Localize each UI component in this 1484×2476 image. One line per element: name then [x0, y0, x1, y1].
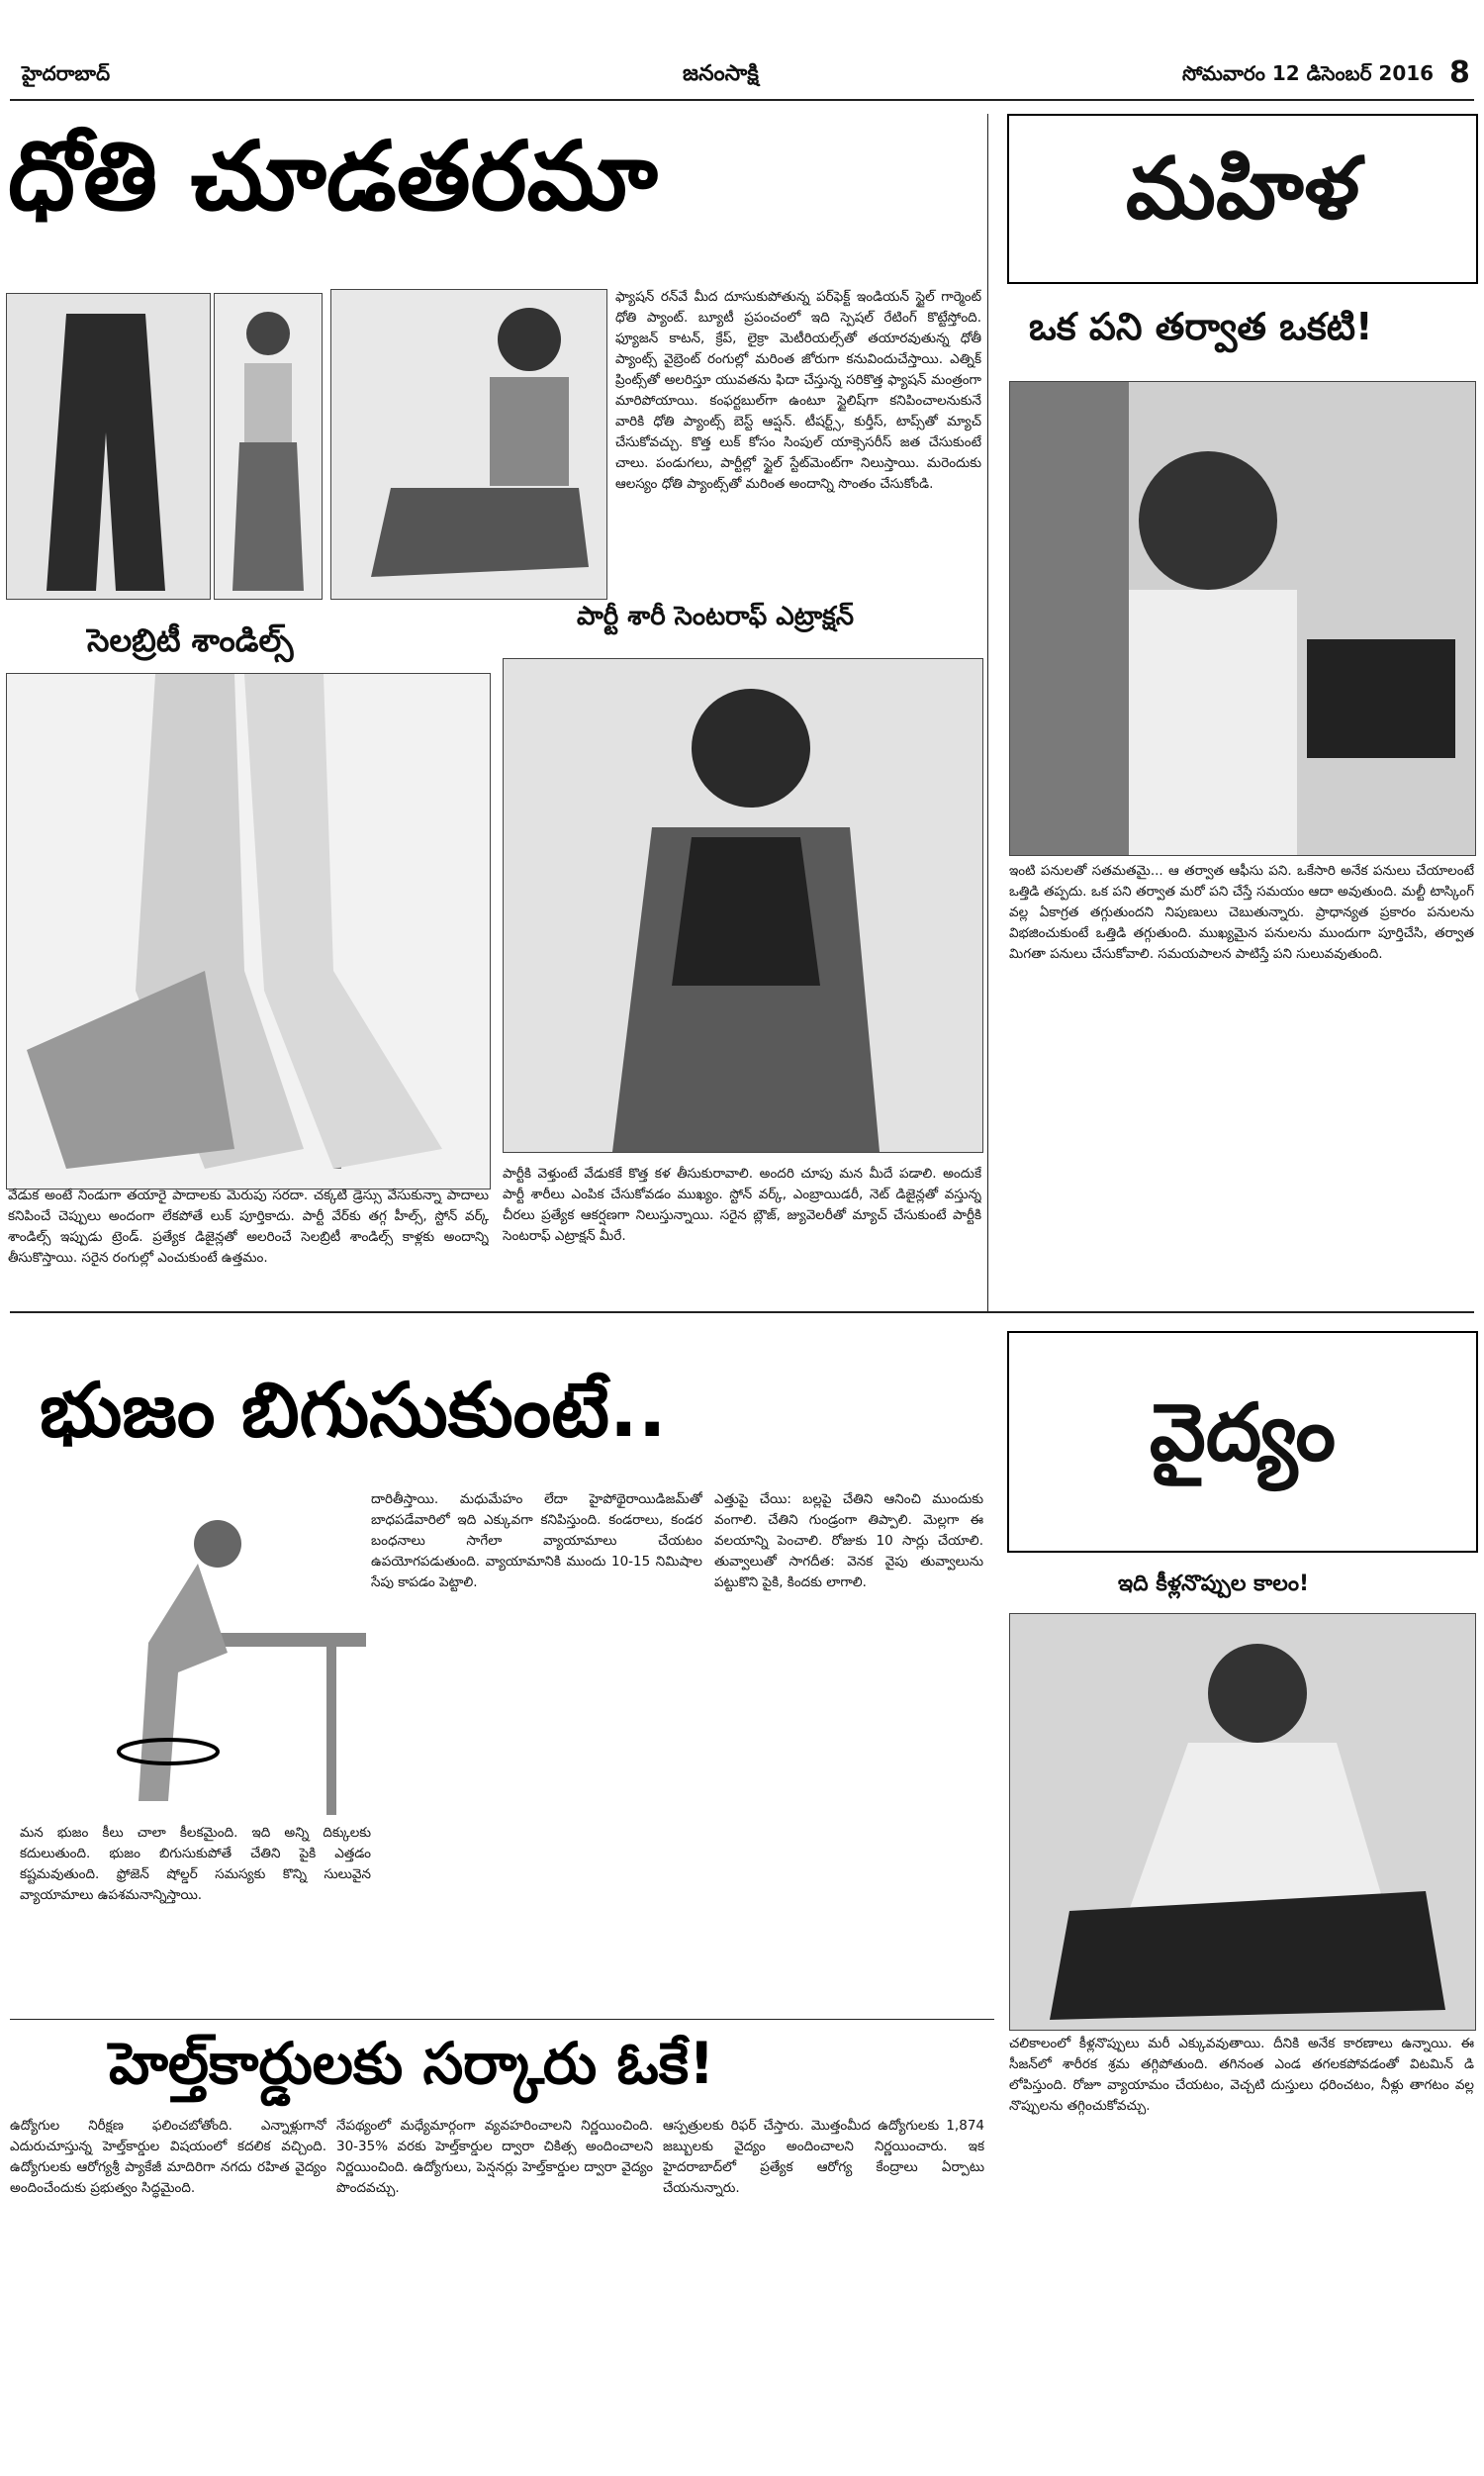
vaidyam-logo: వైద్యం: [1149, 1385, 1337, 1478]
body-healthcards-1: ఉద్యోగుల నిరీక్షణ ఫలించబోతోంది. ఎన్నాళ్లుగానో ఎదురుచూస్తున్న హెల్త్‌కార్డుల విషయంలో కదలిక వచ్చింది. ఉద్యోగులకు ఆరోగ్యశ్రీ ప్యాకేజీ మాదిరిగా నగదు రహిత వైద్యం అందించేందుకు ప్రభుత్వం సిద్ధమైంది.: [10, 2118, 326, 2196]
masthead-date: సోమవారం 12 డిసెంబర్ 2016: [1182, 61, 1435, 85]
body-shoulder-3: ఎత్తుపై చేయి: బల్లపై చేతిని ఆనించి ముందుకు వంగాలి. చేతిని గుండ్రంగా తిప్పాలి. మెల్లగా ఈ వలయాన్ని పెంచాలి. రోజుకు 10 సార్లు చేయాలి. తువ్వాలుతో సాగదీత: వెనక వైపు తువ్వాలును పట్టుకొని పైకి, కిందకు లాగాలి.: [714, 1491, 983, 1590]
vaidyam-logo-box: [1007, 1331, 1478, 1553]
vaidyam-sub: ఇది కీళ్లనొప్పుల కాలం!: [1118, 1571, 1310, 1596]
photo-dhoti-1: [6, 293, 211, 600]
masthead-rule: [10, 99, 1474, 101]
body-vaidyam: చలికాలంలో కీళ్లనొప్పులు మరీ ఎక్కువవుతాయి. దీనికి అనేక కారణాలు ఉన్నాయి. ఈ సీజన్‌లో శారీరక శ్రమ తగ్గిపోతుంది. తగినంత ఎండ తగలకపోవడంతో విటమిన్ డి లోపిస్తుంది. రోజూ వ్యాయామం చేయటం, వెచ్చటి దుస్తులు ధరించటం, నీళ్లు తాగటం వల్ల నొప్పులను తగ్గించుకోవచ్చు.: [1009, 2036, 1474, 2114]
column-rule-right: [987, 114, 988, 1311]
section-rule: [10, 1311, 1474, 1313]
body-healthcards-2: నేపథ్యంలో మధ్యేమార్గంగా వ్యవహరించాలని నిర్ణయించింది. 30-35% వరకు హెల్త్‌కార్డుల ద్వారా చికిత్స అందించాలని నిర్ణయించింది. ఉద్యోగులు, పెన్షనర్లు హెల్త్‌కార్డుల ద్వారా వైద్యం పొందవచ్చు.: [336, 2118, 653, 2196]
mahila-headline: ఒక పని తర్వాత ఒకటి!: [1029, 305, 1373, 348]
body-shoulder-2: దారితీస్తాయి. మధుమేహం లేదా హైపోథైరాయిడిజమ్‌తో బాధపడేవారిలో ఇది ఎక్కువగా కనిపిస్తుంది. కండరాలు, కండర బంధనాలు సాగేలా వ్యాయామాలు చేయటం ఉపయోగపడుతుంది. వ్యాయామానికి ముందు 10-15 నిమిషాల సేపు కాపడం పెట్టాలి.: [371, 1491, 702, 1590]
body-sandals: వేడుక అంటే నిండుగా తయారై పాదాలకు మెరుపు సరదా. చక్కటి డ్రెస్సు వేసుకున్నా పాదాలు కనిపించే చెప్పులు అందంగా లేకపోతే లుక్ పూర్తికాదు. పార్టీ వేర్‌కు తగ్గ హీల్స్, స్టోన్ వర్క్ శాండిల్స్ ఇప్పుడు ట్రెండ్. ప్రత్యేక డిజైన్లతో అలరించే సెలబ్రిటీ శాండిల్స్ కాళ్లకు అందాన్ని తీసుకొస్తాయి. సరైన రంగుల్లో ఎంచుకుంటే ఉత్తమం.: [8, 1188, 489, 1266]
page-number: 8: [1449, 55, 1470, 90]
masthead-city: హైదరాబాద్: [22, 61, 111, 85]
caption-saree: పార్టీ శారీ సెంటరాఫ్ ఎట్రాక్షన్: [577, 602, 855, 631]
body-healthcards-3: ఆస్పత్రులకు రిఫర్ చేస్తారు. మొత్తంమీద ఉద్యోగులకు 1,874 జబ్బులకు వైద్యం అందించాలని నిర్ణయించారు. ఇక హైదరాబాద్‌లో ప్రత్యేక ఆరోగ్య కేంద్రాలు ఏర్పాటు చేయనున్నారు.: [663, 2118, 984, 2196]
headline-dhoti: ధోతి చూడతరమా: [8, 121, 658, 232]
photo-joint-pain: [1009, 1613, 1476, 2031]
photo-dhoti-2: [214, 293, 323, 600]
mahila-logo-box: [1007, 114, 1478, 284]
caption-sandals: సెలబ్రిటీ శాండిల్స్: [87, 621, 294, 659]
headline-shoulder: భుజం బిగుసుకుంటే..: [40, 1366, 667, 1454]
headline-healthcards: హెల్త్‌కార్డులకు సర్కారు ఓకే!: [109, 2030, 715, 2097]
body-shoulder-1: మన భుజం కీలు చాలా కీలకమైంది. ఇది అన్ని దిక్కులకు కదులుతుంది. భుజం బిగుసుకుపోతే చేతిని పైకి ఎత్తడం కష్టమవుతుంది. ఫ్రోజెన్ షోల్డర్ సమస్యకు కొన్ని సులువైన వ్యాయామాలు ఉపశమనాన్నిస్తాయి.: [20, 1825, 371, 1903]
illustration-shoulder: [30, 1504, 366, 1821]
masthead-paper: జనంసాక్షి: [683, 61, 759, 86]
photo-mahila: [1009, 381, 1476, 856]
body-mahila: ఇంటి పనులతో సతమతమై... ఆ తర్వాత ఆఫీసు పని. ఒకేసారి అనేక పనులు చేయాలంటే ఒత్తిడి తప్పదు. ఒక పని తర్వాత మరో పని చేస్తే సమయం ఆదా అవుతుంది. మల్టీ టాస్కింగ్ వల్ల ఏకాగ్రత తగ్గుతుందని నిపుణులు చెబుతున్నారు. ప్రాధాన్యత ప్రకారం పనులను విభజించుకుంటే ఒత్తిడి తగ్గుతుంది. ముఖ్యమైన పనులను ముందుగా పూర్తిచేసి, తర్వాత మిగతా పనులు చేసుకోవాలి. సమయపాలన పాటిస్తే పని సులువవుతుంది.: [1009, 863, 1474, 962]
photo-saree: [503, 658, 983, 1153]
photo-sandals: [6, 673, 491, 1190]
photo-dhoti-3: [330, 289, 607, 600]
body-saree: పార్టీకి వెళ్తుంటే వేడుకకే కొత్త కళ తీసుకురావాలి. అందరి చూపు మన మీదే పడాలి. అందుకే పార్టీ శారీలు ఎంపిక చేసుకోవడం ముఖ్యం. స్టోన్ వర్క్, ఎంబ్రాయిడరీ, నెట్ డిజైన్లతో వస్తున్న చీరలు ప్రత్యేక ఆకర్షణగా నిలుస్తున్నాయి. సరైన బ్లౌజ్, జ్యువెలరీతో మ్యాచ్ చేసుకుంటే పార్టీకి సెంటరాఫ్ ఎట్రాక్షన్ మీరే.: [503, 1166, 981, 1244]
mahila-logo: మహిళ: [1125, 139, 1360, 238]
body-dhoti: ఫ్యాషన్ రన్‌వే మీద దూసుకుపోతున్న పర్‌ఫెక్ట్ ఇండియన్ స్టైల్ గార్మెంట్ ధోతి ప్యాంట్. బ్యూటీ ప్రపంచంలో ఇది స్పెషల్ రేటింగ్ కొట్టేస్తోంది. ఫ్యూజన్ కాటన్, క్రేప్, లైక్రా మెటీరియల్స్‌తో తయారవుతున్న ధోతీ ప్యాంట్స్ వైబ్రెంట్ రంగుల్లో మరింత జోరుగా కనువిందుచేస్తాయి. ఎత్నిక్ ప్రింట్స్‌తో అలరిస్తూ యువతను ఫిదా చేస్తున్న సరికొత్త ఫ్యాషన్ మంత్రంగా మారిపోయాయి. కంఫర్టబుల్‌గా ఉంటూ స్టైలిష్‌గా కనిపించాలనుకునే వారికి ధోతి ప్యాంట్స్ బెస్ట్ ఆప్షన్. టీషర్ట్స్, కుర్తీస్, టాప్స్‌తో మ్యాచ్ చేసుకోవచ్చు. కొత్త లుక్ కోసం సింపుల్ యాక్సెసరీస్ జత చేసుకుంటే చాలు. పండుగలు, పార్టీల్లో స్టైల్ స్టేట్‌మెంట్‌గా నిలుస్తాయి. మరెందుకు ఆలస్యం ధోతి ప్యాంట్స్‌తో మరింత అందాన్ని సొంతం చేసుకోండి.: [615, 289, 981, 492]
